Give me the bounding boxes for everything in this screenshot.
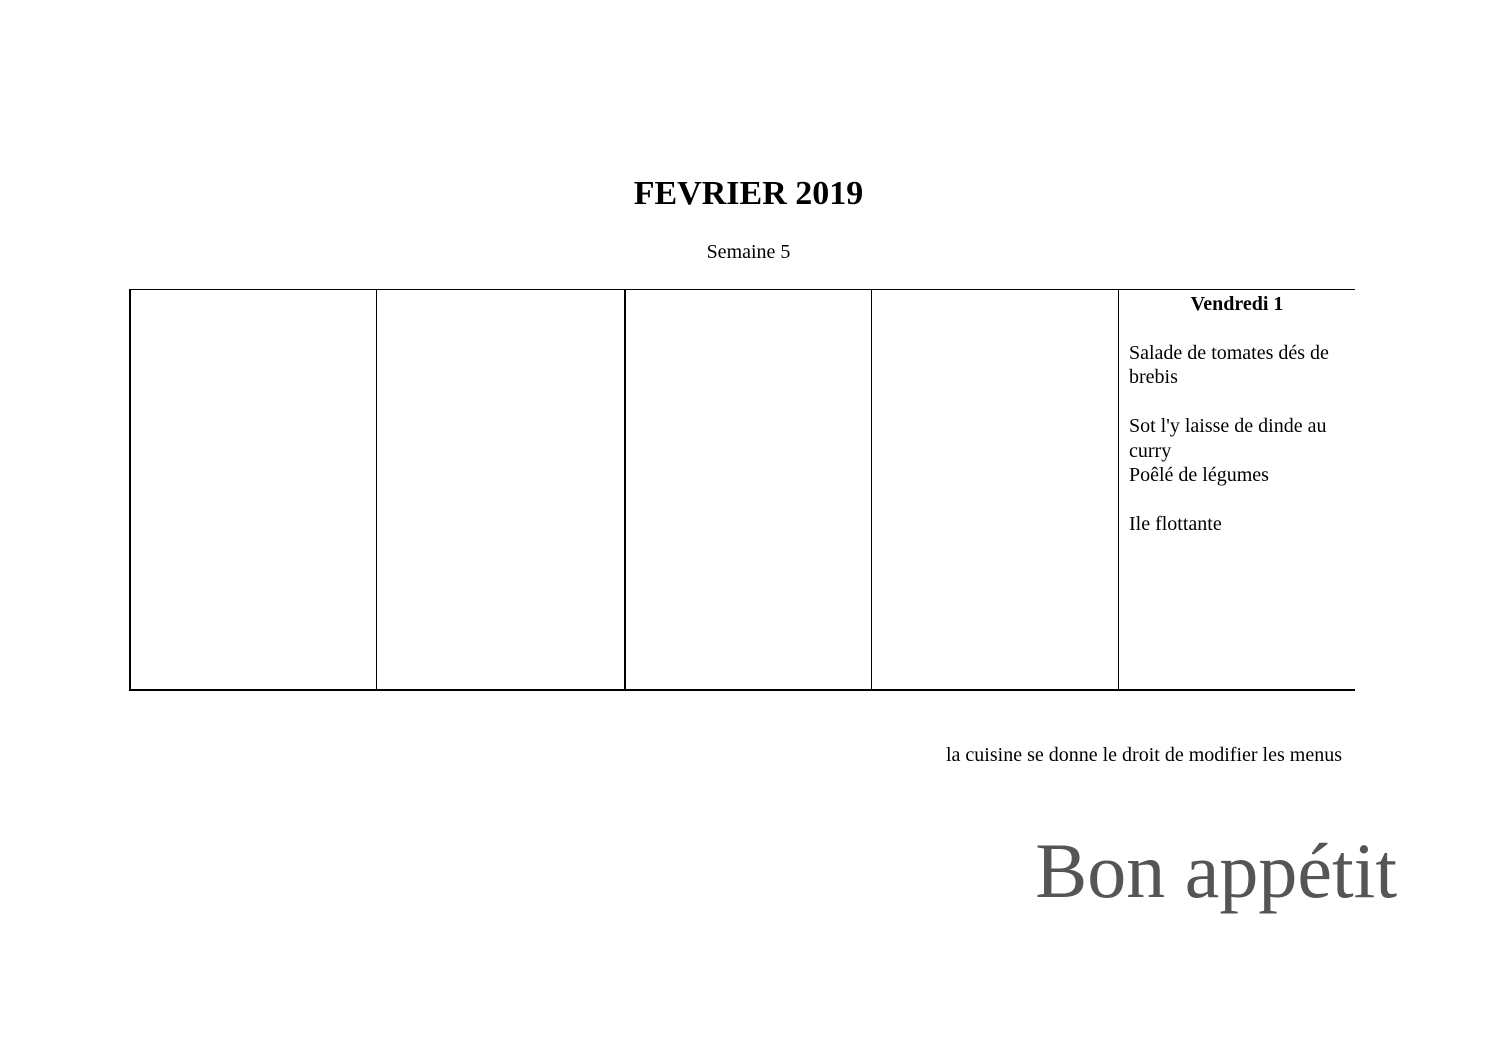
- day-cell-1: [129, 290, 376, 689]
- day-menu-friday: [1119, 341, 1355, 537]
- closing-message: Bon appétit: [1035, 827, 1397, 914]
- course-starter: Salade de tomates dés de brebis: [1129, 341, 1329, 388]
- day-cell-friday: [1118, 290, 1355, 689]
- day-cell-4: [871, 290, 1118, 689]
- day-cell-3: [624, 290, 871, 689]
- course-side: Poêlé de légumes: [1129, 464, 1269, 486]
- disclaimer-note: la cuisine se donne le droit de modifier les menus: [945, 744, 1342, 766]
- page-title: FEVRIER 2019: [633, 175, 864, 212]
- course-dessert: Ile flottante: [1129, 513, 1222, 535]
- week-label: Semaine 5: [706, 241, 791, 263]
- weekly-menu-table: [129, 289, 1355, 691]
- course-main: Sot l'y laisse de dinde au curry: [1129, 415, 1327, 462]
- day-cell-2: [376, 290, 624, 689]
- day-heading-friday: Vendredi 1: [1190, 293, 1284, 315]
